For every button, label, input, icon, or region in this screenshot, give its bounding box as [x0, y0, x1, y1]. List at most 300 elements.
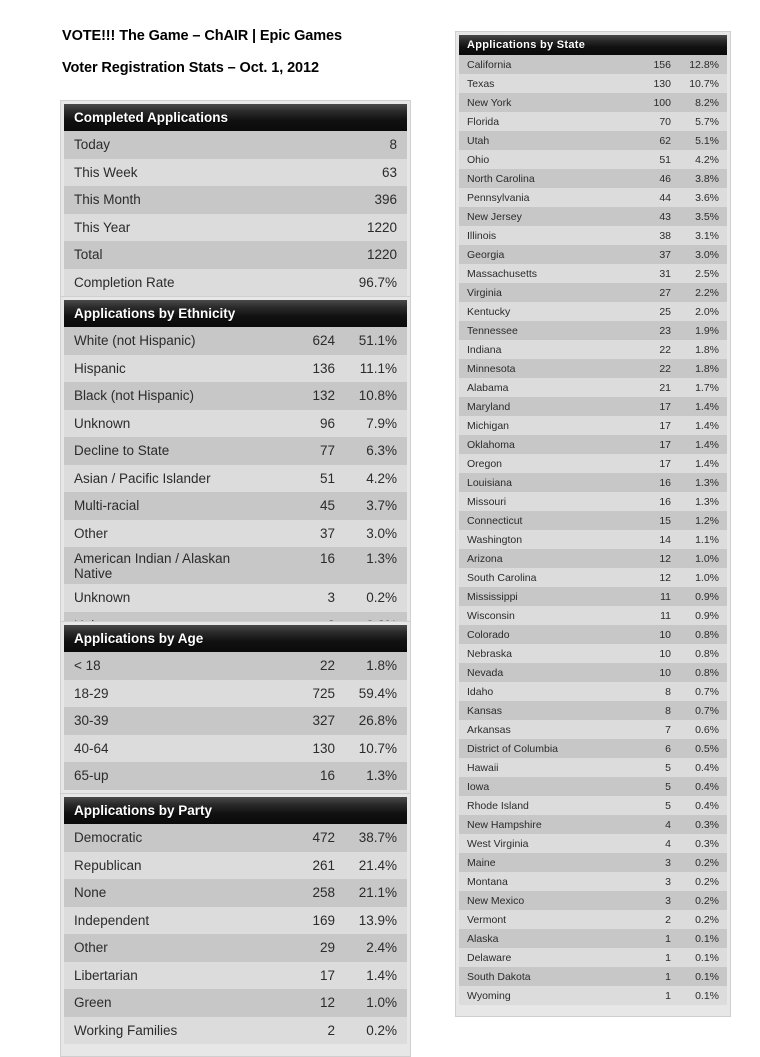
cell-label: Texas: [467, 77, 495, 90]
cell-label: Arkansas: [467, 723, 511, 736]
cell-label: Green: [74, 995, 112, 1011]
report-headings: [62, 28, 462, 76]
cell-count: 3: [327, 590, 335, 606]
cell-count: 725: [312, 685, 335, 701]
cell-label: Asian / Pacific Islander: [74, 470, 211, 486]
cell-label: Indiana: [467, 343, 502, 356]
cell-label: Minnesota: [467, 362, 516, 375]
cell-label: Other: [74, 525, 108, 541]
cell-label: This Week: [74, 164, 138, 180]
table-row: [64, 159, 407, 187]
cell-pct: 2.0%: [695, 305, 719, 318]
cell-pct: 0.4%: [695, 780, 719, 793]
cell-count: 37: [659, 248, 671, 261]
cell-count: 96.7%: [358, 274, 397, 290]
cell-label: Black (not Hispanic): [74, 388, 195, 404]
cell-pct: 1.4%: [695, 419, 719, 432]
cell-count: 6: [665, 742, 671, 755]
cell-pct: 1.0%: [695, 552, 719, 565]
cell-label: Multi-racial: [74, 498, 140, 514]
cell-pct: 0.4%: [695, 799, 719, 812]
cell-label: < 18: [74, 658, 101, 674]
table-row: [459, 416, 727, 435]
table-row: [64, 355, 407, 383]
table-header: [64, 300, 407, 327]
cell-count: 10: [659, 666, 671, 679]
cell-count: 27: [659, 286, 671, 299]
cell-pct: 21.1%: [358, 885, 397, 901]
cell-pct: 59.4%: [358, 685, 397, 701]
cell-pct: 0.7%: [695, 685, 719, 698]
cell-pct: 3.7%: [366, 498, 397, 514]
table-row: [459, 511, 727, 530]
cell-label: Montana: [467, 875, 508, 888]
cell-pct: 0.1%: [695, 932, 719, 945]
cell-pct: 1.1%: [695, 533, 719, 546]
cell-label: Mississippi: [467, 590, 518, 603]
cell-label: Colorado: [467, 628, 510, 641]
cell-label: Independent: [74, 912, 150, 928]
cell-label: Oklahoma: [467, 438, 515, 451]
cell-count: 2: [327, 1022, 335, 1038]
table-header-label: Applications by Party: [74, 803, 213, 818]
table-row: [64, 186, 407, 214]
table-header-label: Applications by State: [467, 39, 586, 51]
table-row: [459, 568, 727, 587]
cell-pct: 3.6%: [695, 191, 719, 204]
cell-label: Oregon: [467, 457, 503, 470]
table-row: [459, 454, 727, 473]
cell-label: Nevada: [467, 666, 504, 679]
cell-count: 11: [660, 609, 671, 622]
cell-count: 51: [319, 470, 335, 486]
table-row: [64, 907, 407, 935]
table-row: [459, 264, 727, 283]
cell-count: 12: [659, 552, 671, 565]
cell-label: 40-64: [74, 740, 109, 756]
cell-pct: 0.6%: [695, 723, 719, 736]
cell-label: Unknown: [74, 415, 131, 431]
cell-label: Iowa: [467, 780, 490, 793]
cell-label: Missouri: [467, 495, 507, 508]
cell-label: North Carolina: [467, 172, 535, 185]
cell-count: 22: [659, 362, 671, 375]
cell-label: Decline to State: [74, 443, 170, 459]
cell-count: 396: [374, 192, 397, 208]
cell-count: 16: [319, 768, 335, 784]
cell-count: 17: [659, 419, 671, 432]
cell-pct: 0.3%: [695, 818, 719, 831]
table-row: [459, 986, 727, 1005]
cell-count: 17: [659, 438, 671, 451]
cell-count: 15: [659, 514, 671, 527]
cell-pct: 10.7%: [689, 77, 719, 90]
cell-label: Alabama: [467, 381, 509, 394]
cell-pct: 1.4%: [366, 967, 397, 983]
cell-pct: 1.8%: [695, 343, 719, 356]
table-row: [64, 520, 407, 548]
table-row: [459, 112, 727, 131]
cell-count: 130: [653, 77, 671, 90]
cell-pct: 6.3%: [366, 443, 397, 459]
table-header-label: Completed Applications: [74, 110, 229, 125]
cell-count: 10: [659, 647, 671, 660]
cell-label: Tennessee: [467, 324, 518, 337]
cell-pct: 3.0%: [366, 525, 397, 541]
cell-pct: 1.3%: [366, 551, 397, 566]
cell-count: 44: [659, 191, 671, 204]
cell-pct: 0.9%: [695, 590, 719, 603]
table-header: [64, 797, 407, 824]
cell-label: Virginia: [467, 286, 502, 299]
table-row: [459, 74, 727, 93]
cell-pct: 1.8%: [695, 362, 719, 375]
cell-label: Completion Rate: [74, 274, 175, 290]
table-body: [64, 652, 407, 790]
cell-count: 70: [659, 115, 671, 128]
table-row: [459, 302, 727, 321]
cell-pct: 0.7%: [695, 704, 719, 717]
cell-count: 51: [659, 153, 671, 166]
table-row: [459, 872, 727, 891]
cell-count: 1: [665, 989, 671, 1002]
applications-by-age-table: [60, 621, 411, 803]
cell-count: 1: [665, 970, 671, 983]
cell-pct: 21.4%: [358, 857, 397, 873]
cell-pct: 4.2%: [366, 470, 397, 486]
table-row: [459, 682, 727, 701]
cell-count: 46: [659, 172, 671, 185]
cell-pct: 7.9%: [366, 415, 397, 431]
cell-pct: 0.2%: [695, 913, 719, 926]
cell-pct: 0.8%: [695, 666, 719, 679]
cell-label: New Jersey: [467, 210, 522, 223]
table-row: [459, 587, 727, 606]
cell-pct: 0.1%: [695, 951, 719, 964]
cell-count: 5: [665, 780, 671, 793]
table-row: [64, 269, 407, 297]
table-row: [459, 853, 727, 872]
cell-label: Utah: [467, 134, 490, 147]
cell-count: 63: [381, 164, 397, 180]
table-row: [459, 625, 727, 644]
cell-label: Kentucky: [467, 305, 511, 318]
cell-pct: 0.2%: [366, 590, 397, 606]
cell-label: Kansas: [467, 704, 503, 717]
cell-label: Louisiana: [467, 476, 512, 489]
cell-count: 10: [659, 628, 671, 641]
table-row: [459, 93, 727, 112]
cell-pct: 13.9%: [358, 912, 397, 928]
cell-pct: 0.3%: [695, 837, 719, 850]
cell-label: Rhode Island: [467, 799, 529, 812]
cell-pct: 2.2%: [695, 286, 719, 299]
cell-count: 43: [659, 210, 671, 223]
table-row: [459, 55, 727, 74]
cell-count: 327: [312, 713, 335, 729]
cell-count: 22: [659, 343, 671, 356]
cell-count: 45: [319, 498, 335, 514]
table-row: [459, 606, 727, 625]
cell-label: This Month: [74, 192, 141, 208]
cell-pct: 5.7%: [695, 115, 719, 128]
cell-count: 3: [665, 856, 671, 869]
cell-count: 12: [659, 571, 671, 584]
cell-label: Other: [74, 940, 108, 956]
table-row: [459, 739, 727, 758]
table-row: [459, 207, 727, 226]
cell-count: 23: [659, 324, 671, 337]
cell-count: 100: [653, 96, 671, 109]
table-row: [64, 382, 407, 410]
cell-pct: 5.1%: [695, 134, 719, 147]
cell-label: 18-29: [74, 685, 109, 701]
cell-count: 130: [312, 740, 335, 756]
cell-pct: 1.0%: [695, 571, 719, 584]
table-row: [459, 340, 727, 359]
table-row: [459, 359, 727, 378]
table-row: [64, 547, 407, 584]
table-row: [459, 530, 727, 549]
table-row: [459, 473, 727, 492]
cell-count: 136: [312, 360, 335, 376]
table-row: [459, 492, 727, 511]
cell-label: Libertarian: [74, 967, 138, 983]
cell-count: 156: [653, 58, 671, 71]
cell-pct: 0.5%: [695, 742, 719, 755]
table-row: [459, 891, 727, 910]
cell-count: 8: [389, 137, 397, 153]
table-row: [459, 188, 727, 207]
cell-pct: 10.8%: [358, 388, 397, 404]
cell-pct: 1.2%: [695, 514, 719, 527]
cell-count: 29: [319, 940, 335, 956]
table-row: [459, 378, 727, 397]
cell-label: Democratic: [74, 830, 143, 846]
cell-count: 96: [319, 415, 335, 431]
cell-pct: 1.3%: [366, 768, 397, 784]
table-header-label: Applications by Age: [74, 631, 204, 646]
cell-count: 77: [319, 443, 335, 459]
cell-pct: 0.2%: [695, 856, 719, 869]
cell-count: 16: [659, 495, 671, 508]
cell-pct: 0.2%: [366, 1022, 397, 1038]
completed-applications-table: [60, 100, 411, 309]
cell-count: 1: [665, 932, 671, 945]
cell-count: 22: [319, 658, 335, 674]
cell-label: District of Columbia: [467, 742, 559, 755]
cell-count: 16: [319, 551, 335, 566]
cell-count: 7: [665, 723, 671, 736]
cell-label: Georgia: [467, 248, 505, 261]
table-header: [64, 625, 407, 652]
cell-count: 2: [665, 913, 671, 926]
cell-pct: 2.4%: [366, 940, 397, 956]
table-row: [64, 437, 407, 465]
table-body: [64, 824, 407, 1044]
cell-label: West Virginia: [467, 837, 529, 850]
table-row: [64, 680, 407, 708]
cell-label: Maryland: [467, 400, 511, 413]
table-row: [64, 934, 407, 962]
cell-pct: 0.8%: [695, 647, 719, 660]
table-row: [64, 962, 407, 990]
table-row: [459, 834, 727, 853]
cell-label: 65-up: [74, 768, 109, 784]
cell-label: Washington: [467, 533, 523, 546]
table-header: [64, 104, 407, 131]
page-subtitle: Voter Registration Stats – Oct. 1, 2012: [62, 60, 319, 76]
table-row: [459, 815, 727, 834]
cell-pct: 0.1%: [695, 970, 719, 983]
table-row: [459, 644, 727, 663]
cell-label: Illinois: [467, 229, 497, 242]
cell-pct: 26.8%: [358, 713, 397, 729]
table-row: [64, 465, 407, 493]
table-row: [459, 549, 727, 568]
cell-label: Delaware: [467, 951, 512, 964]
cell-pct: 1.3%: [695, 495, 719, 508]
table-row: [459, 245, 727, 264]
table-row: [459, 701, 727, 720]
cell-count: 17: [659, 400, 671, 413]
cell-count: 5: [665, 799, 671, 812]
cell-label: White (not Hispanic): [74, 333, 196, 349]
table-row: [459, 720, 727, 739]
cell-count: 4: [665, 818, 671, 831]
cell-label: South Carolina: [467, 571, 537, 584]
cell-pct: 1.4%: [695, 438, 719, 451]
table-row: [64, 241, 407, 269]
applications-by-party-table: [60, 793, 411, 1057]
cell-label: None: [74, 885, 107, 901]
cell-label: Working Families: [74, 1022, 178, 1038]
cell-pct: 0.9%: [695, 609, 719, 622]
cell-count: 12: [319, 995, 335, 1011]
cell-count: 8: [665, 704, 671, 717]
cell-count: 11: [660, 590, 671, 603]
cell-label: American Indian / Alaskan Native: [74, 551, 231, 581]
table-row: [459, 967, 727, 986]
cell-count: 62: [659, 134, 671, 147]
cell-label: Michigan: [467, 419, 510, 432]
cell-count: 16: [659, 476, 671, 489]
table-row: [459, 169, 727, 188]
table-body: [459, 55, 727, 1005]
table-row: [459, 663, 727, 682]
table-row: [459, 397, 727, 416]
cell-label: South Dakota: [467, 970, 531, 983]
table-row: [64, 652, 407, 680]
cell-pct: 1.3%: [695, 476, 719, 489]
cell-label: Alaska: [467, 932, 499, 945]
cell-label: This Year: [74, 219, 131, 235]
cell-label: Florida: [467, 115, 500, 128]
cell-count: 3: [665, 875, 671, 888]
cell-label: Today: [74, 137, 111, 153]
table-row: [459, 910, 727, 929]
table-row: [459, 948, 727, 967]
table-row: [459, 758, 727, 777]
table-row: [459, 435, 727, 454]
cell-count: 38: [659, 229, 671, 242]
cell-count: 37: [319, 525, 335, 541]
cell-pct: 0.2%: [695, 894, 719, 907]
table-row: [64, 327, 407, 355]
table-row: [64, 852, 407, 880]
cell-pct: 1.4%: [695, 457, 719, 470]
card-footer: [64, 1044, 407, 1053]
cell-pct: 1.4%: [695, 400, 719, 413]
cell-count: 472: [312, 830, 335, 846]
cell-label: Wisconsin: [467, 609, 515, 622]
page-title: VOTE!!! The Game – ChAIR | Epic Games: [62, 28, 342, 44]
table-row: [64, 214, 407, 242]
card-footer: [459, 1005, 727, 1013]
table-row: [64, 762, 407, 790]
cell-label: Hawaii: [467, 761, 499, 774]
cell-pct: 38.7%: [358, 830, 397, 846]
cell-pct: 10.7%: [358, 740, 397, 756]
table-row: [64, 707, 407, 735]
cell-count: 1: [665, 951, 671, 964]
cell-pct: 1.0%: [366, 995, 397, 1011]
table-row: [459, 131, 727, 150]
cell-label: Idaho: [467, 685, 494, 698]
cell-pct: 4.2%: [695, 153, 719, 166]
cell-pct: 51.1%: [358, 333, 397, 349]
table-row: [64, 131, 407, 159]
cell-pct: 0.2%: [695, 875, 719, 888]
cell-label: California: [467, 58, 512, 71]
table-row: [459, 150, 727, 169]
cell-label: New Hampshire: [467, 818, 542, 831]
cell-pct: 12.8%: [689, 58, 719, 71]
cell-pct: 0.4%: [695, 761, 719, 774]
cell-pct: 8.2%: [695, 96, 719, 109]
cell-count: 169: [312, 912, 335, 928]
cell-count: 17: [659, 457, 671, 470]
cell-label: Total: [74, 247, 103, 263]
applications-by-ethnicity-table: [60, 296, 411, 652]
cell-count: 21: [659, 381, 671, 394]
table-row: [64, 824, 407, 852]
cell-pct: 0.1%: [695, 989, 719, 1002]
table-row: [459, 283, 727, 302]
cell-count: 14: [659, 533, 671, 546]
cell-count: 31: [659, 267, 671, 280]
cell-count: 25: [659, 305, 671, 318]
cell-pct: 0.8%: [695, 628, 719, 641]
table-row: [64, 1017, 407, 1045]
cell-count: 5: [665, 761, 671, 774]
cell-pct: 3.1%: [695, 229, 719, 242]
cell-label: Ohio: [467, 153, 490, 166]
cell-count: 1220: [366, 247, 397, 263]
table-header: [459, 35, 727, 55]
cell-label: New Mexico: [467, 894, 525, 907]
cell-pct: 11.1%: [359, 360, 397, 376]
cell-count: 17: [319, 967, 335, 983]
cell-pct: 1.7%: [695, 381, 719, 394]
cell-count: 132: [312, 388, 335, 404]
table-row: [459, 929, 727, 948]
table-header-label: Applications by Ethnicity: [74, 306, 236, 321]
cell-count: 4: [665, 837, 671, 850]
cell-pct: 1.9%: [695, 324, 719, 337]
table-row: [459, 226, 727, 245]
cell-label: Wyoming: [467, 989, 511, 1002]
